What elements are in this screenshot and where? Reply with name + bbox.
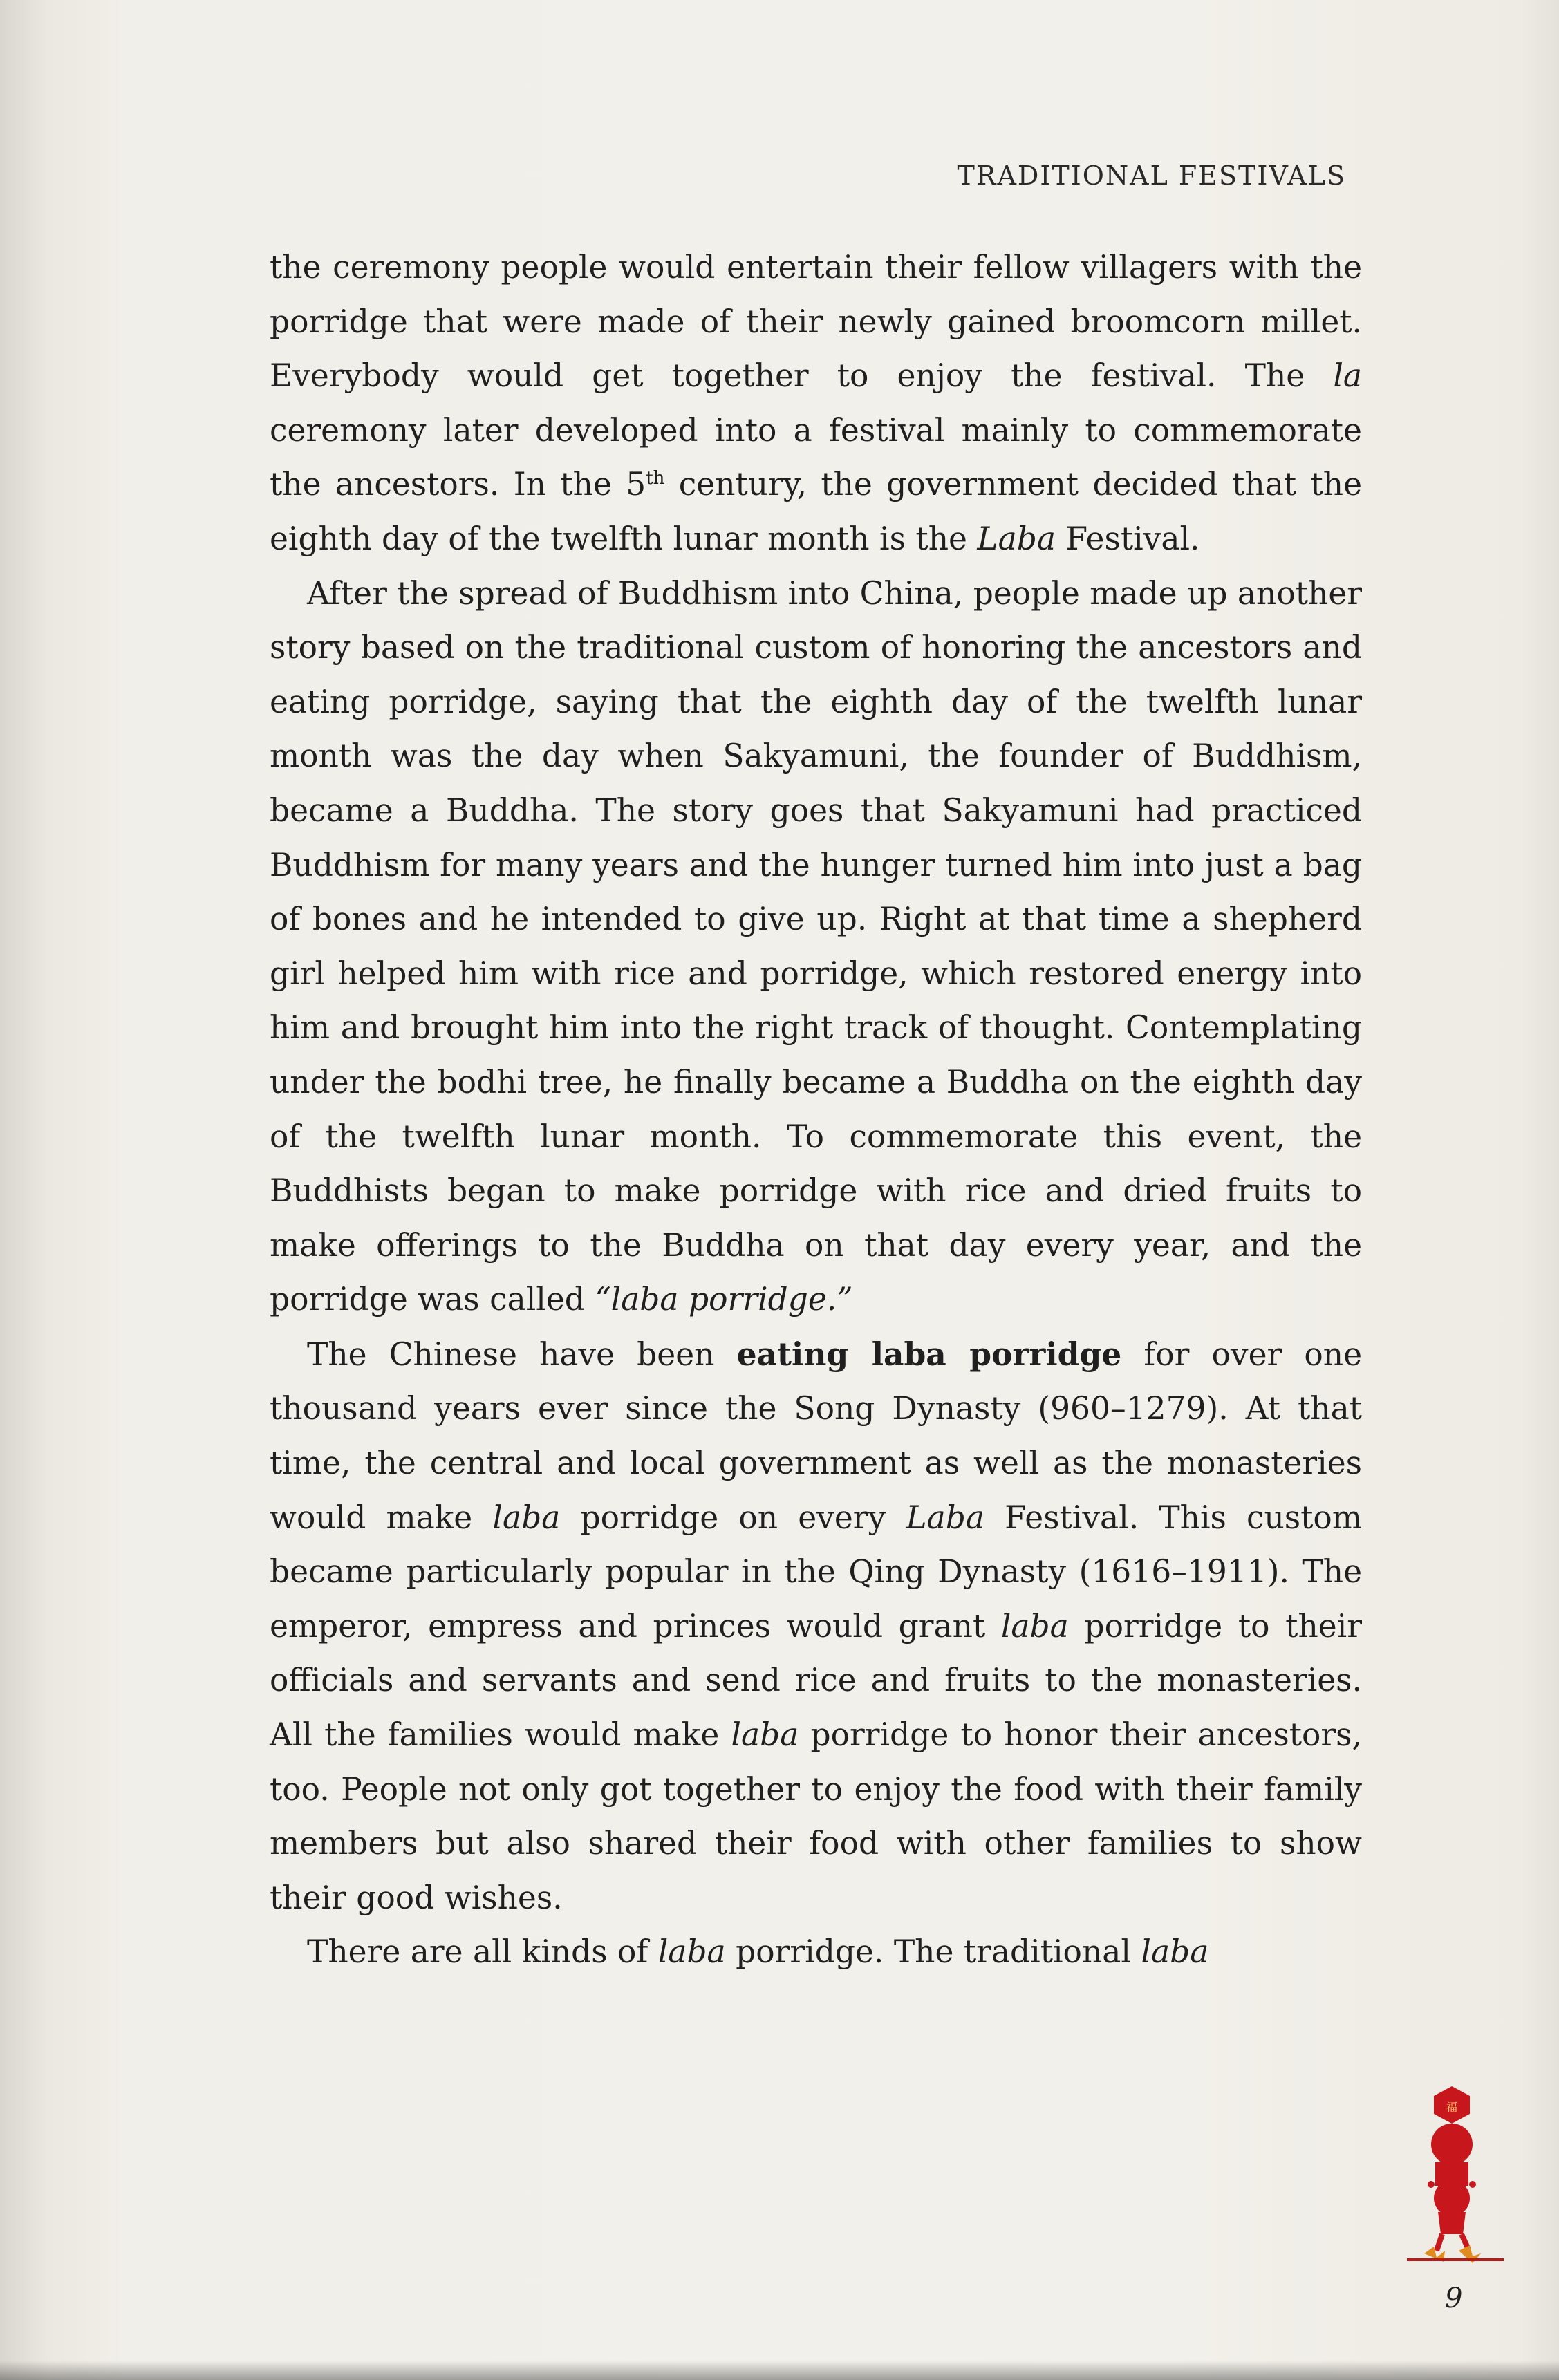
text-span: The Chinese have been xyxy=(307,1336,737,1373)
text-span: After the spread of Buddhism into China, people made up another story based on the traditional custom of honoring the ancestors and eating porridge, saying that the eighth day of the twelfth lunar month was the day when Sakyamuni, the founder of Buddhism, became a Buddha. The story goes that Sakyamuni had practiced Buddhism for many years and the hunger turned him into just a bag of bones and he intended to give up. Right at that time a shepherd girl helped him with rice and porridge, which restored energy into him and brought him into the right track of thought. Contemplating under the bodhi tree, he finally became a Buddha on the eighth day of the twelfth lunar month. To commemorate this event, the Buddhists began to make porridge with rice and dried fruits to make offerings to the Buddha on that day every year, and the porridge was called xyxy=(270,574,1362,1318)
red-figure-icon xyxy=(1403,2081,1500,2267)
text-span: Festival. This custom became particularly popular in the Qing Dynasty (1616–1911). The emperor, empress and princes would grant xyxy=(270,1499,1362,1645)
running-head: TRADITIONAL FESTIVALS xyxy=(957,160,1346,191)
paragraph-4 xyxy=(270,1925,1362,1980)
italic-term: laba xyxy=(492,1499,561,1536)
paragraph-1 xyxy=(270,241,1362,567)
text-span: Festival. xyxy=(1056,520,1200,557)
svg-text:福: 福 xyxy=(1446,2101,1458,2114)
text-span: porridge. The traditional xyxy=(725,1933,1141,1971)
text-span: porridge to their officials and servants and send rice and fruits to the monasteries. All the families would make xyxy=(270,1607,1362,1754)
page-number: 9 xyxy=(1445,2283,1463,2314)
italic-term: Laba xyxy=(977,520,1056,557)
italic-term: laba xyxy=(731,1716,799,1754)
text-span: century, the government decided that the eighth day of the twelfth lunar month is the xyxy=(270,466,1362,557)
text-span: for over one thousand years ever since the Song Dynasty (960–1279). At that time, the central and local government as well as the monasteries would make xyxy=(270,1336,1362,1536)
italic-term: “laba porridge.” xyxy=(595,1281,853,1318)
italic-term: laba xyxy=(1000,1607,1069,1645)
italic-term: Laba xyxy=(906,1499,984,1536)
body-text xyxy=(270,241,1362,1980)
bold-term: eating laba porridge xyxy=(736,1335,1122,1373)
text-span: ceremony later developed into a festival mainly to commemorate the ancestors. In the 5 xyxy=(270,411,1362,503)
text-span: porridge to honor their ancestors, too. People not only got together to enjoy the food with their family members but also shared their food with other families to show their good wishes. xyxy=(270,1716,1362,1916)
italic-term: laba xyxy=(1141,1933,1209,1971)
italic-term: la xyxy=(1333,357,1362,395)
text-span: the ceremony people would entertain their fellow villagers with the porridge that were made of their newly gained broomcorn millet. Everybody would get together to enjoy the festival. The xyxy=(270,249,1362,395)
text-span: porridge on every xyxy=(560,1499,906,1536)
italic-term: laba xyxy=(657,1933,726,1971)
footer-rule xyxy=(1407,2258,1504,2261)
superscript: th xyxy=(646,468,665,489)
paragraph-2 xyxy=(270,567,1362,1327)
paragraph-3 xyxy=(270,1327,1362,1926)
text-span: There are all kinds of xyxy=(307,1933,658,1971)
